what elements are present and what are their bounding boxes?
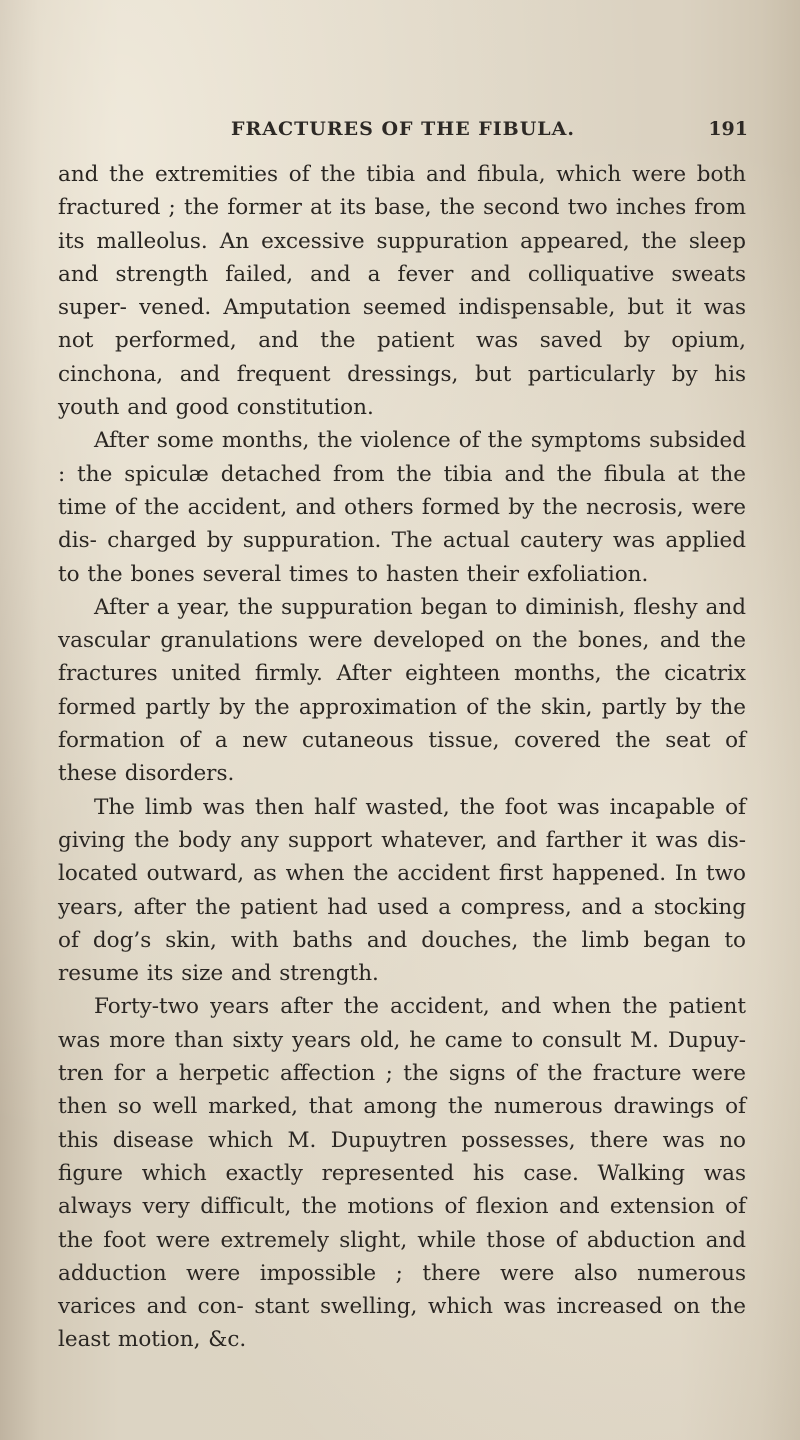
running-head (58, 118, 748, 148)
paragraph: After a year, the suppuration began to diminish, fleshy and vascular granulations were developed on the bones, and the fractures united firmly. After eighteen months, the cicatrix formed partly by the approximation of the skin, partly by the formation of a new cutaneous tissue, covered the seat of these disorders. (58, 594, 746, 787)
paragraph: The limb was then half wasted, the foot was incapable of giving the body any support whatever, and farther it was dis- located outward, as when the accident first happened. In two years, after the patient had used a compress, and a stocking of dog’s skin, with baths and douches, the limb began to resume its size and strength. (58, 794, 746, 987)
paragraph: After some months, the violence of the symptoms subsided : the spiculæ detached from the tibia and the fibula at the time of the accident, and others formed by the necrosis, were dis- charged by suppuration. The actual cautery was applied to the bones several times to hasten their exfoliation. (58, 428, 746, 587)
page-number: 191 (708, 118, 748, 140)
body-text (58, 158, 746, 1357)
paragraph: and the extremities of the tibia and fibula, which were both fractured ; the former at its base, the second two inches from its malleolus. An excessive suppuration appeared, the sleep and strength failed, and a fever and colliquative sweats super- vened. Amputation seemed indispensable, but it was not performed, and the patient was saved by opium, cinchona, and frequent dressings, but particularly by his youth and good constitution. (58, 162, 746, 421)
running-title: FRACTURES OF THE FIBULA. (230, 118, 576, 140)
paragraph: Forty-two years after the accident, and when the patient was more than sixty years old, he came to consult M. Dupuy- tren for a herpetic affection ; the signs of the fracture were then so well marked, that among the numerous drawings of this disease which M. Dupuytren possesses, there was no figure which exactly represented his case. Walking was always very difficult, the motions of flexion and extension of the foot were extremely slight, while those of abduction and adduction were impossible ; there were also numerous varices and con- stant swelling, which was increased on the least motion, &c. (58, 994, 746, 1353)
